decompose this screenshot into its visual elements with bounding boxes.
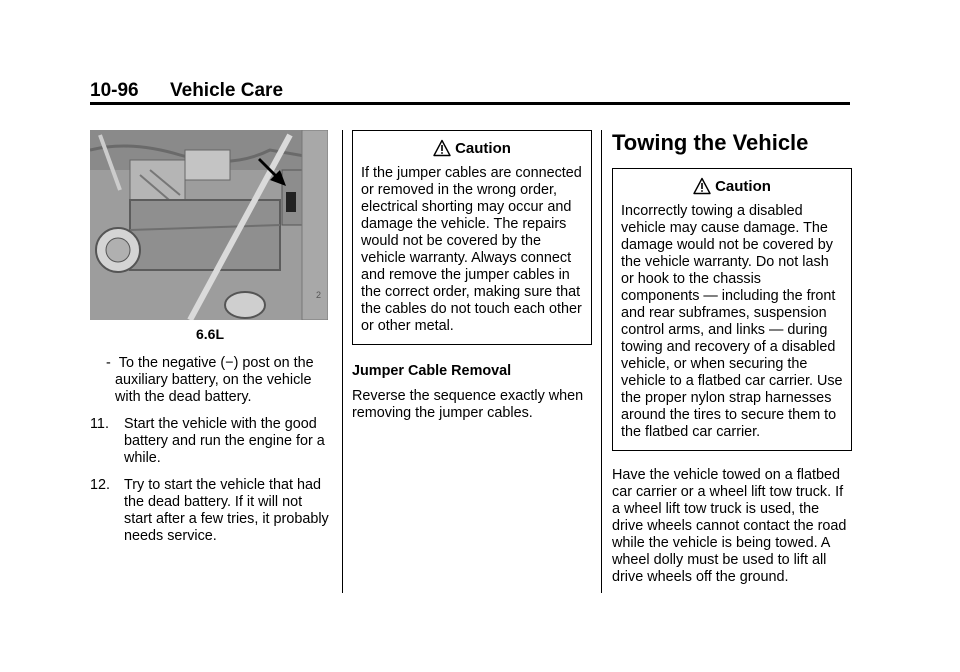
caution-title: Caution xyxy=(715,177,771,195)
section-title: Towing the Vehicle xyxy=(612,130,809,155)
step-number: 12. xyxy=(90,477,111,493)
caution-heading xyxy=(621,177,843,195)
column-3 xyxy=(612,130,852,586)
column-2 xyxy=(352,130,592,422)
svg-text:2: 2 xyxy=(316,290,322,300)
figure-caption: 6.6L xyxy=(195,326,224,342)
sub-item-marker: - xyxy=(106,355,111,371)
column-divider xyxy=(601,130,602,593)
column-1 xyxy=(90,130,330,545)
list-item xyxy=(90,477,330,545)
paragraph: Have the vehicle towed on a flatbed car carrier or a wheel lift tow truck. If a wheel lift tow truck is used, the drive wheels cannot contact the road while the vehicle is being towed. A wheel dolly must be used to lift all drive wheels off the ground. xyxy=(612,467,847,585)
caution-text: If the jumper cables are connected or removed in the wrong order, electrical shorting may occur and damage the vehicle. The repairs would not be covered by the vehicle warranty. Always connect and remove the jumper cables in the correct order, making sure that the cables do not touch each other or other metal. xyxy=(361,165,582,334)
warning-icon xyxy=(433,139,451,157)
warning-icon xyxy=(693,177,711,195)
caution-text: Incorrectly towing a disabled vehicle may cause damage. The damage would not be covered by the vehicle warranty. Do not lash or hook to the chassis components — including the front and rear subframes, suspension control arms, and links — during towing and recovery of a disabled vehicle, or when securing the vehicle to a flatbed car carrier. Use the proper nylon strap harnesses around the tires to secure them to the flatbed car carrier. xyxy=(621,203,843,440)
engine-bay-illustration xyxy=(90,130,328,320)
header-rule xyxy=(90,102,850,105)
caution-title: Caution xyxy=(455,139,511,157)
page-number: 10-96 xyxy=(90,80,139,101)
sub-item-text: To the negative (−) post on the auxiliary battery, on the vehicle with the dead battery. xyxy=(115,355,314,405)
column-divider xyxy=(342,130,343,593)
caution-box xyxy=(612,168,852,451)
engine-bay-figure xyxy=(90,130,328,320)
caution-heading xyxy=(361,139,583,157)
list-item xyxy=(90,416,330,467)
section-header-title: Vehicle Care xyxy=(170,80,284,101)
step-number: 11. xyxy=(90,416,109,432)
sub-list-item xyxy=(99,355,330,406)
caution-box xyxy=(352,130,592,345)
step-text: Try to start the vehicle that had the dead battery. If it will not start after a few tries, it probably needs service. xyxy=(124,477,329,544)
sub-heading: Jumper Cable Removal xyxy=(352,363,512,379)
step-text: Start the vehicle with the good battery and run the engine for a while. xyxy=(124,416,325,466)
page-header xyxy=(90,80,283,102)
paragraph: Reverse the sequence exactly when removing the jumper cables. xyxy=(352,388,584,421)
